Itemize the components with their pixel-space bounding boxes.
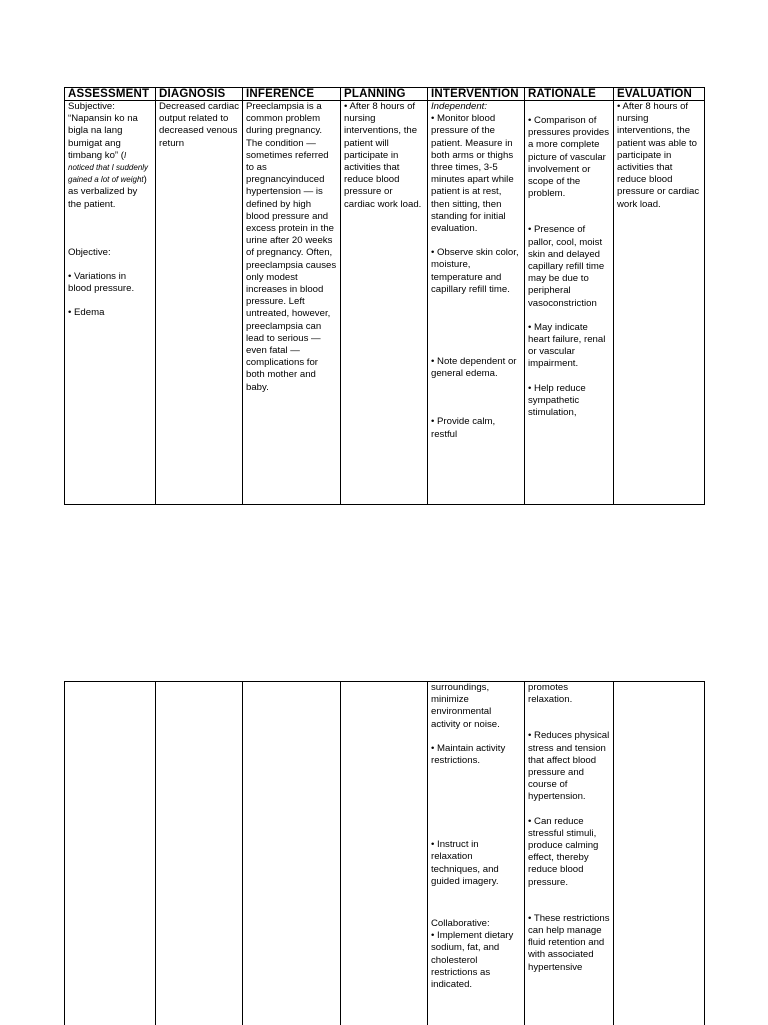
intervention-item: • Instruct in relaxation techniques, and guided imagery. bbox=[431, 839, 521, 888]
intervention-item: surroundings, minimize environmental activity or noise. bbox=[431, 682, 521, 731]
assessment-cell bbox=[65, 682, 156, 1025]
header-rationale: RATIONALE bbox=[525, 88, 614, 101]
planning-cell: • After 8 hours of nursing interventions, the patient will participate in activities that reduce blood pressure or cardiac work load. bbox=[341, 101, 428, 505]
intervention-item: • Maintain activity restrictions. bbox=[431, 743, 521, 767]
diagnosis-cell bbox=[156, 682, 243, 1025]
rationale-cell bbox=[525, 101, 614, 505]
rationale-cell bbox=[525, 682, 614, 1025]
rationale-item: • These restrictions can help manage fluid retention and with associated hypertensive bbox=[528, 913, 610, 974]
evaluation-cell bbox=[614, 682, 705, 1025]
header-intervention: INTERVENTION bbox=[428, 88, 525, 101]
independent-label: Independent: bbox=[431, 101, 521, 113]
objective-item: • Variations in blood pressure. bbox=[68, 271, 152, 295]
care-plan-row bbox=[65, 682, 705, 1025]
rationale-item: • Presence of pallor, cool, moist skin and delayed capillary refill time may be due to peripheral vasoconstriction bbox=[528, 224, 610, 309]
intervention-cell bbox=[428, 101, 525, 505]
intervention-item: • Provide calm, restful bbox=[431, 416, 521, 440]
diagnosis-cell: Decreased cardiac output related to decreased venous return bbox=[156, 101, 243, 505]
header-evaluation: EVALUATION bbox=[614, 88, 705, 101]
rationale-item: • May indicate heart failure, renal or vascular impairment. bbox=[528, 322, 610, 371]
header-inference: INFERENCE bbox=[243, 88, 341, 101]
care-plan-row bbox=[65, 101, 705, 505]
quote-translation: I noticed that I suddenly gained a lot of weight bbox=[68, 151, 148, 184]
subjective-quote: “Napansin ko na bigla na lang bumigat ang timbang ko” (I noticed that I suddenly gained a lot of weight) as verbalized by the patient. bbox=[68, 113, 152, 211]
intervention-item: • Monitor blood pressure of the patient. Measure in both arms or thighs three times, 3-5 minutes apart while patient is at rest, then sitting, then standing for initial evaluation. bbox=[431, 113, 521, 235]
rationale-item: • Reduces physical stress and tension that affect blood pressure and course of hypertension. bbox=[528, 730, 610, 803]
header-assessment: ASSESSMENT bbox=[65, 88, 156, 101]
intervention-cell bbox=[428, 682, 525, 1025]
rationale-item: • Help reduce sympathetic stimulation, bbox=[528, 383, 610, 420]
rationale-item: • Can reduce stressful stimuli, produce calming effect, thereby reduce blood pressure. bbox=[528, 816, 610, 889]
intervention-item: • Note dependent or general edema. bbox=[431, 356, 521, 380]
inference-cell: Preeclampsia is a common problem during pregnancy. The condition — sometimes referred to as pregnancyinduced hypertension — is defined by high blood pressure and excess protein in the urine after 20 weeks of pregnancy. Often, preeclampsia causes only modest increases in blood pressure. Left untreated, however, preeclampsia can lead to serious — even fatal — complications for both mother and baby. bbox=[243, 101, 341, 505]
nursing-care-plan-table-page-2 bbox=[64, 681, 705, 1025]
intervention-item: • Observe skin color, moisture, temperature and capillary refill time. bbox=[431, 247, 521, 296]
header-row bbox=[65, 88, 705, 101]
intervention-item: • Implement dietary sodium, fat, and cholesterol restrictions as indicated. bbox=[431, 930, 521, 991]
subjective-label: Subjective: bbox=[68, 101, 152, 113]
inference-cell bbox=[243, 682, 341, 1025]
nursing-care-plan-table-page-1 bbox=[64, 87, 705, 505]
evaluation-cell: • After 8 hours of nursing interventions, the patient was able to participate in activities that reduce blood pressure or cardiac work load. bbox=[614, 101, 705, 505]
rationale-item: • Comparison of pressures provides a more complete picture of vascular involvement or scope of the problem. bbox=[528, 115, 610, 200]
planning-cell bbox=[341, 682, 428, 1025]
collaborative-label: Collaborative: bbox=[431, 918, 521, 930]
header-diagnosis: DIAGNOSIS bbox=[156, 88, 243, 101]
objective-item: • Edema bbox=[68, 307, 152, 319]
rationale-item: promotes relaxation. bbox=[528, 682, 610, 706]
header-planning: PLANNING bbox=[341, 88, 428, 101]
objective-label: Objective: bbox=[68, 247, 152, 259]
assessment-cell bbox=[65, 101, 156, 505]
